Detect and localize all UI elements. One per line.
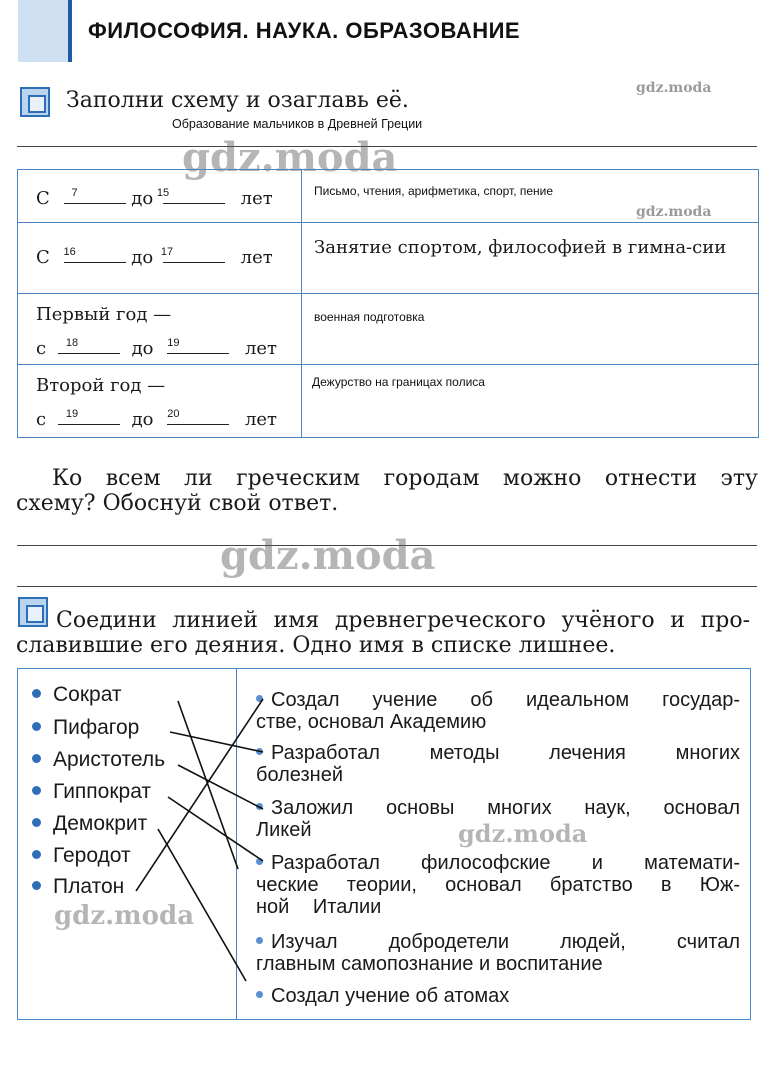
age-range-cell xyxy=(18,365,302,438)
name-label: Пифагор xyxy=(53,716,140,739)
task2-instruction-line2: славившие его деяния. Одно имя в списке лишнее. xyxy=(16,633,616,658)
name-label: Гиппократ xyxy=(53,780,152,803)
age-range-cell xyxy=(18,223,302,294)
deed-line: стве, основал Академию xyxy=(256,711,487,733)
label-line2: с xyxy=(36,338,47,359)
scheme-row xyxy=(18,223,759,294)
activity-answer: Письмо, чтения, арифметика, спорт, пение xyxy=(314,184,554,198)
activity-cell xyxy=(302,170,759,223)
deed-line: Разработал философские и математи- xyxy=(271,852,740,874)
from-age-value: 16 xyxy=(63,246,76,258)
word-do: до xyxy=(131,247,154,268)
deed-line: Изучал добродетели людей, считал xyxy=(271,931,740,953)
task1-instruction: Заполни схему и озаглавь её. xyxy=(66,88,409,113)
task1-question-line1: Ко всем ли греческим городам можно отнести эту xyxy=(52,466,758,491)
watermark: gdz.moda xyxy=(54,901,195,931)
education-scheme-table xyxy=(17,169,759,438)
deed-line: ческие теории, основал братство в Юж- xyxy=(256,874,740,896)
deed-line: Разработал методы лечения многих xyxy=(271,742,740,764)
watermark: gdz.moda xyxy=(636,80,712,96)
word-do: до xyxy=(131,338,154,359)
word-let: лет xyxy=(244,338,277,359)
name-label: Геродот xyxy=(53,844,131,867)
task-number-icon xyxy=(20,87,50,117)
deed-line: главным самопознание и воспитание xyxy=(256,953,603,975)
task-number-icon xyxy=(18,597,48,627)
matching-box xyxy=(17,668,751,1020)
deed-line: Заложил основы многих наук, основал xyxy=(271,797,740,819)
deed-line: Создал учение об атомах xyxy=(271,985,510,1007)
activity-cell xyxy=(302,365,759,438)
from-age-blank xyxy=(58,337,120,354)
name-label: Демокрит xyxy=(53,812,148,835)
label-prefix: С xyxy=(36,247,50,268)
label-prefix: Второй год — xyxy=(36,375,166,396)
task1-question-line2: схему? Обоснуй свой ответ. xyxy=(16,491,339,516)
connection-line xyxy=(178,701,238,869)
activity-cell xyxy=(302,223,759,294)
to-age-value: 20 xyxy=(167,408,180,420)
to-age-value: 19 xyxy=(167,337,180,349)
activity-answer: военная подготовка xyxy=(314,310,425,324)
word-do: до xyxy=(131,188,154,209)
connection-line xyxy=(170,732,263,752)
name-label: Аристотель xyxy=(53,748,166,771)
watermark: gdz.moda xyxy=(636,204,712,220)
chapter-color-block xyxy=(18,0,72,62)
from-age-value: 19 xyxy=(65,408,79,420)
to-age-blank xyxy=(167,337,229,354)
activity-cell xyxy=(302,294,759,365)
word-let: лет xyxy=(244,409,277,430)
watermark: gdz.moda xyxy=(458,819,588,848)
to-age-blank xyxy=(156,187,225,204)
activity-answer: Дежурство на границах полиса xyxy=(312,375,485,389)
scheme-title-answer: Образование мальчиков в Древней Греции xyxy=(172,117,423,131)
age-range-cell xyxy=(18,294,302,365)
watermark: gdz.moda xyxy=(182,134,398,181)
label-prefix: С xyxy=(36,188,50,209)
from-age-blank xyxy=(58,408,120,425)
scheme-row xyxy=(18,294,759,365)
activity-answer: Занятие спортом, философией в гимна-сии xyxy=(314,237,727,258)
from-age-blank xyxy=(63,246,126,263)
connection-line xyxy=(136,699,263,891)
deed-line: Создал учение об идеальном государ- xyxy=(271,689,740,711)
deed-line: болезней xyxy=(256,764,344,786)
to-age-blank xyxy=(160,246,225,263)
connection-line xyxy=(178,765,263,809)
label-line2: с xyxy=(36,409,47,430)
from-age-value: 18 xyxy=(65,337,79,349)
word-let: лет xyxy=(240,247,273,268)
to-age-value: 15 xyxy=(156,187,170,199)
deed-line: ной Италии xyxy=(256,896,382,918)
scheme-row xyxy=(18,170,759,223)
scheme-row xyxy=(18,365,759,438)
connection-lines xyxy=(18,669,752,1021)
name-label: Сократ xyxy=(53,683,122,706)
to-age-blank xyxy=(167,408,229,425)
label-prefix: Первый год — xyxy=(36,304,172,325)
from-age-blank xyxy=(64,187,126,204)
page-title: ФИЛОСОФИЯ. НАУКА. ОБРАЗОВАНИЕ xyxy=(88,18,521,43)
name-label: Платон xyxy=(53,875,125,898)
answer-line xyxy=(17,586,757,587)
task2-instruction-line1: Соедини линией имя древнегреческого учёного и про- xyxy=(56,608,750,633)
word-let: лет xyxy=(240,188,273,209)
to-age-value: 17 xyxy=(160,246,174,258)
deed-line: Ликей xyxy=(256,819,312,841)
age-range-cell xyxy=(18,170,302,223)
watermark: gdz.moda xyxy=(220,532,436,579)
from-age-value: 7 xyxy=(71,187,78,199)
word-do: до xyxy=(131,409,154,430)
